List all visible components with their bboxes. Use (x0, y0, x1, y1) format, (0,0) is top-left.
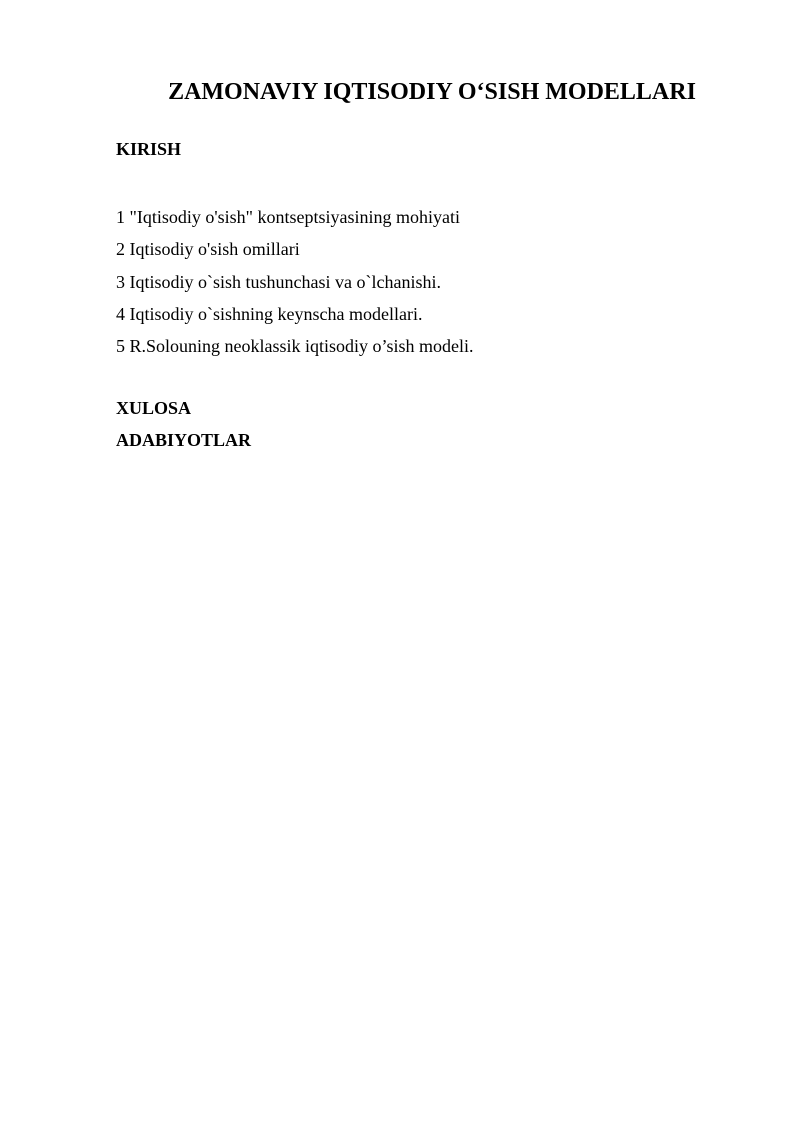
document-title: ZAMONAVIY IQTISODIY O‘SISH MODELLARI (168, 79, 696, 105)
toc-item: 3 Iqtisodiy o`sish tushunchasi va o`lchanishi. (116, 271, 441, 292)
toc-item: 5 R.Solouning neoklassik iqtisodiy o’sish modeli. (116, 336, 474, 356)
toc-item: 1 "Iqtisodiy o'sish" kontseptsiyasining mohiyati (116, 207, 460, 227)
table-of-contents (116, 201, 474, 362)
conclusion-heading: XULOSA (116, 398, 192, 418)
intro-heading: KIRISH (116, 139, 182, 159)
toc-item: 4 Iqtisodiy o`sishning keynscha modellari. (116, 303, 423, 324)
toc-item: 2 Iqtisodiy o'sish omillari (116, 239, 300, 260)
references-heading: ADABIYOTLAR (116, 430, 252, 450)
